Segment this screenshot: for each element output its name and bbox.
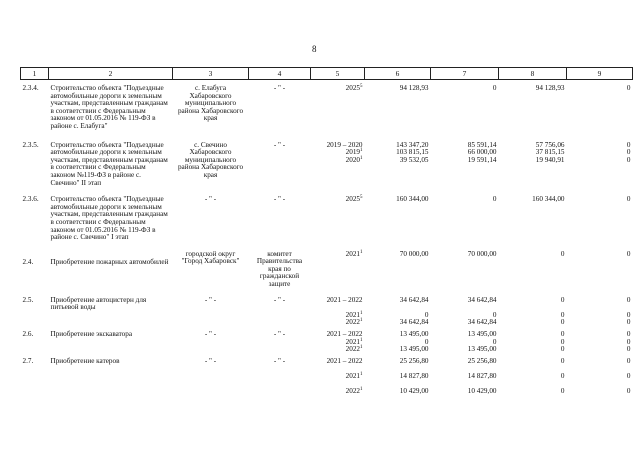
other-value-text: 0 xyxy=(626,295,631,304)
year-value-text: 2021 xyxy=(345,372,360,380)
footnote-mark: 5 xyxy=(360,84,363,89)
other-value xyxy=(569,149,631,157)
regional-value-text: 14 827,80 xyxy=(467,372,497,380)
other-value-text: 0 xyxy=(626,310,631,319)
year-value-cell xyxy=(311,331,365,354)
total-value-text: 0 xyxy=(424,310,429,319)
other-value xyxy=(569,312,631,320)
other-value xyxy=(569,331,631,339)
municipal-value-cell xyxy=(499,331,567,354)
column-header: 3 xyxy=(173,68,249,80)
municipal-value-text: 37 815,15 xyxy=(535,148,565,157)
other-value xyxy=(569,304,631,312)
other-value xyxy=(569,388,631,396)
object-name: Приобретение катеров xyxy=(50,356,120,365)
municipal-value xyxy=(501,365,565,373)
total-value xyxy=(367,196,429,204)
other-value-cell xyxy=(567,142,633,188)
municipal-value xyxy=(501,85,565,93)
municipal-value-text: 0 xyxy=(560,372,565,380)
other-value-text: 0 xyxy=(626,330,631,339)
regional-value-text: 85 591,14 xyxy=(467,140,497,149)
other-value xyxy=(569,251,631,259)
other-value xyxy=(569,346,631,354)
other-value-text: 0 xyxy=(626,148,631,157)
responsible: - " - xyxy=(273,195,286,204)
row-number: 2.3.6. xyxy=(22,195,39,204)
total-value xyxy=(367,304,429,312)
executor: - " - xyxy=(204,195,217,204)
year-value xyxy=(313,251,363,259)
year-value-text: 2025 xyxy=(345,195,360,204)
table-row xyxy=(21,331,633,354)
municipal-value xyxy=(501,304,565,312)
column-header: 9 xyxy=(567,68,633,80)
executor: - " - xyxy=(204,356,217,365)
total-value-text: 10 429,00 xyxy=(399,387,429,396)
executor: с. Свечино Хабаровского муниципального района Хабаровского края xyxy=(177,140,244,179)
regional-value xyxy=(433,297,497,305)
year-value xyxy=(313,157,363,165)
year-value xyxy=(313,85,363,93)
other-value-text: 0 xyxy=(626,387,631,396)
other-value-cell xyxy=(567,85,633,131)
municipal-value xyxy=(501,388,565,396)
regional-value xyxy=(433,157,497,165)
regional-value-text: 13 495,00 xyxy=(467,330,497,339)
year-value-text: 2022 xyxy=(345,318,360,327)
other-value xyxy=(569,365,631,373)
table-row xyxy=(21,142,633,188)
municipal-value-text: 0 xyxy=(560,356,565,365)
municipal-value xyxy=(501,319,565,327)
other-value xyxy=(569,319,631,327)
other-value xyxy=(569,297,631,305)
year-value-cell xyxy=(311,358,365,396)
footnote-mark: 5 xyxy=(360,195,363,201)
regional-value-text: 10 429,00 xyxy=(467,387,497,396)
object-name: Приобретение экскаватора xyxy=(50,330,133,339)
total-value xyxy=(367,85,429,93)
municipal-value-cell xyxy=(499,196,567,242)
footnote-mark: 1 xyxy=(360,387,363,393)
other-value-text: 0 xyxy=(626,195,631,204)
year-value xyxy=(313,319,363,327)
regional-value-text: 0 xyxy=(492,310,497,319)
regional-value-text: 34 642,84 xyxy=(467,295,497,304)
regional-value-cell xyxy=(431,331,499,354)
total-value xyxy=(367,297,429,305)
regional-value-text: 70 000,00 xyxy=(467,249,497,258)
year-value-text: 2025 xyxy=(345,84,360,92)
regional-value xyxy=(433,346,497,354)
municipal-value-text: 0 xyxy=(560,295,565,304)
total-value-cell xyxy=(365,251,431,289)
executor: - " - xyxy=(204,295,217,304)
other-value-text: 0 xyxy=(626,345,631,354)
other-value xyxy=(569,358,631,366)
year-value-text: 2021 xyxy=(345,310,360,319)
object-name: Строительство объекта "Подъездные автомобильные дороги к земельным участкам, представленным гражданам в соответствии с Федеральным законом от 01.05.2016 № 119-ФЗ в районе с. Елабуга" xyxy=(50,84,168,130)
regional-value-cell xyxy=(431,142,499,188)
column-header: 4 xyxy=(249,68,311,80)
total-value xyxy=(367,157,429,165)
row-number: 2.3.4. xyxy=(22,84,39,92)
municipal-value xyxy=(501,312,565,320)
total-value-text: 25 256,80 xyxy=(399,356,429,365)
year-value-cell xyxy=(311,251,365,289)
responsible: - " - xyxy=(273,330,286,339)
regional-value-text: 34 642,84 xyxy=(467,318,497,327)
other-value-cell xyxy=(567,196,633,242)
table-row xyxy=(21,196,633,242)
total-value xyxy=(367,373,429,381)
total-value-cell xyxy=(365,297,431,327)
municipal-value-cell xyxy=(499,85,567,131)
municipal-value-cell xyxy=(499,251,567,289)
municipal-value xyxy=(501,339,565,347)
municipal-value-text: 94 128,93 xyxy=(535,84,565,92)
year-value-text: 2022 xyxy=(345,387,360,396)
table-body xyxy=(21,80,633,400)
regional-value xyxy=(433,331,497,339)
row-number: 2.6. xyxy=(22,330,34,339)
municipal-value xyxy=(501,331,565,339)
responsible: - " - xyxy=(273,84,286,92)
footnote-mark: 1 xyxy=(360,155,363,161)
other-value xyxy=(569,157,631,165)
total-value-text: 13 495,00 xyxy=(399,330,429,339)
other-value-text: 0 xyxy=(626,356,631,365)
total-value-cell xyxy=(365,196,431,242)
municipal-value xyxy=(501,297,565,305)
year-value-text: 2020 xyxy=(345,155,360,164)
total-value-cell xyxy=(365,142,431,188)
municipal-value-text: 0 xyxy=(560,387,565,396)
municipal-value xyxy=(501,157,565,165)
municipal-value-text: 160 344,00 xyxy=(532,195,565,204)
row-number: 2.3.5. xyxy=(22,140,39,149)
municipal-value-text: 0 xyxy=(560,310,565,319)
regional-value-text: 0 xyxy=(492,195,497,204)
regional-value xyxy=(433,251,497,259)
total-value xyxy=(367,319,429,327)
other-value xyxy=(569,85,631,93)
total-value-text: 13 495,00 xyxy=(399,345,429,354)
year-value-text: 2021 – 2022 xyxy=(326,330,363,339)
executor: городской округ "Город Хабаровск" xyxy=(181,249,240,266)
footnote-mark: 1 xyxy=(360,337,363,343)
regional-value-cell xyxy=(431,297,499,327)
column-header: 1 xyxy=(21,68,49,80)
footnote-mark: 1 xyxy=(360,249,363,255)
other-value-text: 0 xyxy=(626,249,631,258)
municipal-value-text: 57 756,06 xyxy=(535,140,565,149)
municipal-value-text: 0 xyxy=(560,249,565,258)
other-value-text: 0 xyxy=(626,318,631,327)
regional-value-text: 19 591,14 xyxy=(467,155,497,164)
year-value-cell xyxy=(311,142,365,188)
year-value xyxy=(313,196,363,204)
other-value-text: 0 xyxy=(626,337,631,346)
other-value-text: 0 xyxy=(626,140,631,149)
header-row xyxy=(21,68,633,80)
budget-table xyxy=(20,67,633,400)
footnote-mark: 1 xyxy=(360,345,363,351)
page-number: 8 xyxy=(312,44,317,54)
year-value xyxy=(313,297,363,305)
total-value-text: 0 xyxy=(424,337,429,346)
column-header: 8 xyxy=(499,68,567,80)
total-value xyxy=(367,388,429,396)
row-number: 2.4. xyxy=(22,257,34,266)
table-row xyxy=(21,251,633,289)
footnote-mark: 1 xyxy=(360,148,363,154)
regional-value xyxy=(433,373,497,381)
object-name: Строительство объекта "Подъездные автомобильные дороги к земельным участкам, представленным гражданам в соответствии с Федеральным законом №119-ФЗ в районе с. Свечино" II этап xyxy=(50,140,168,187)
municipal-value-text: 0 xyxy=(560,318,565,327)
municipal-value-text: 0 xyxy=(560,337,565,346)
footnote-mark: 1 xyxy=(360,372,363,377)
other-value-text: 0 xyxy=(626,84,631,92)
year-value-text: 2021 – 2022 xyxy=(326,295,363,304)
year-value-text: 2021 xyxy=(345,337,360,346)
municipal-value-cell xyxy=(499,142,567,188)
other-value xyxy=(569,196,631,204)
footnote-mark: 1 xyxy=(360,318,363,324)
year-value xyxy=(313,388,363,396)
municipal-value-cell xyxy=(499,358,567,396)
column-header: 5 xyxy=(311,68,365,80)
responsible: комитет Правительства края по гражданской защите xyxy=(256,249,303,289)
responsible: - " - xyxy=(273,295,286,304)
regional-value-text: 25 256,80 xyxy=(467,356,497,365)
regional-value xyxy=(433,304,497,312)
year-value-cell xyxy=(311,297,365,327)
regional-value-cell xyxy=(431,358,499,396)
other-value-cell xyxy=(567,358,633,396)
year-value-cell xyxy=(311,196,365,242)
municipal-value xyxy=(501,373,565,381)
year-value-text: 2021 – 2022 xyxy=(326,356,363,365)
regional-value-text: 0 xyxy=(492,337,497,346)
regional-value xyxy=(433,388,497,396)
year-value-cell xyxy=(311,85,365,131)
total-value-text: 160 344,00 xyxy=(396,195,429,204)
municipal-value-text: 0 xyxy=(560,345,565,354)
column-header: 2 xyxy=(49,68,173,80)
municipal-value xyxy=(501,381,565,389)
year-value-text: 2022 xyxy=(345,345,360,354)
municipal-value xyxy=(501,251,565,259)
total-value xyxy=(367,331,429,339)
total-value-cell xyxy=(365,85,431,131)
year-value xyxy=(313,346,363,354)
other-value xyxy=(569,373,631,381)
other-value-text: 0 xyxy=(626,155,631,164)
regional-value xyxy=(433,358,497,366)
year-value-text: 2019 – 2020 xyxy=(326,140,363,149)
column-header: 6 xyxy=(365,68,431,80)
footnote-mark: 1 xyxy=(360,310,363,316)
regional-value-text: 13 495,00 xyxy=(467,345,497,354)
total-value-text: 39 532,05 xyxy=(399,155,429,164)
column-header: 7 xyxy=(431,68,499,80)
municipal-value-text: 0 xyxy=(560,330,565,339)
other-value xyxy=(569,339,631,347)
regional-value xyxy=(433,196,497,204)
regional-value-text: 0 xyxy=(492,84,497,92)
table-row xyxy=(21,297,633,327)
other-value xyxy=(569,381,631,389)
municipal-value-text: 19 940,91 xyxy=(535,155,565,164)
total-value-text: 94 128,93 xyxy=(399,84,429,92)
object-name: Приобретение автоцистерн для питьевой воды xyxy=(50,295,147,312)
year-value xyxy=(313,358,363,366)
regional-value-cell xyxy=(431,251,499,289)
municipal-value xyxy=(501,358,565,366)
total-value xyxy=(367,251,429,259)
total-value-text: 70 000,00 xyxy=(399,249,429,258)
other-value-cell xyxy=(567,331,633,354)
table-row xyxy=(21,358,633,396)
regional-value-text: 66 000,00 xyxy=(467,148,497,157)
regional-value-cell xyxy=(431,85,499,131)
municipal-value xyxy=(501,196,565,204)
total-value-text: 34 642,84 xyxy=(399,318,429,327)
total-value-text: 103 815,15 xyxy=(396,148,429,157)
object-name: Приобретение пожарных автомобилей xyxy=(50,257,169,266)
executor: - " - xyxy=(204,330,217,339)
year-value-text: 2021 xyxy=(345,249,360,258)
object-name: Строительство объекта "Подъездные автомобильные дороги к земельным участкам, представленным гражданам в соответствии с Федеральным законом от 01.05.2016 № 119-ФЗ в районе с. Свечино" I этап xyxy=(50,195,168,242)
other-value xyxy=(569,142,631,150)
municipal-value xyxy=(501,346,565,354)
regional-value xyxy=(433,319,497,327)
year-value-text: 2019 xyxy=(345,148,360,157)
municipal-value-cell xyxy=(499,297,567,327)
total-value xyxy=(367,358,429,366)
responsible: - " - xyxy=(273,140,286,149)
total-value xyxy=(367,346,429,354)
responsible: - " - xyxy=(273,356,286,365)
year-value xyxy=(313,373,363,381)
other-value-cell xyxy=(567,297,633,327)
other-value-cell xyxy=(567,251,633,289)
other-value-text: 0 xyxy=(626,372,631,380)
regional-value xyxy=(433,85,497,93)
row-number: 2.7. xyxy=(22,356,34,365)
total-value-cell xyxy=(365,358,431,396)
total-value-text: 14 827,80 xyxy=(399,372,429,380)
total-value-cell xyxy=(365,331,431,354)
regional-value-cell xyxy=(431,196,499,242)
row-number: 2.5. xyxy=(22,295,34,304)
total-value-text: 143 347,20 xyxy=(396,140,429,149)
executor: с. Елабуга Хабаровского муниципального района Хабаровского края xyxy=(177,84,244,123)
table-row xyxy=(21,85,633,131)
total-value-text: 34 642,84 xyxy=(399,295,429,304)
